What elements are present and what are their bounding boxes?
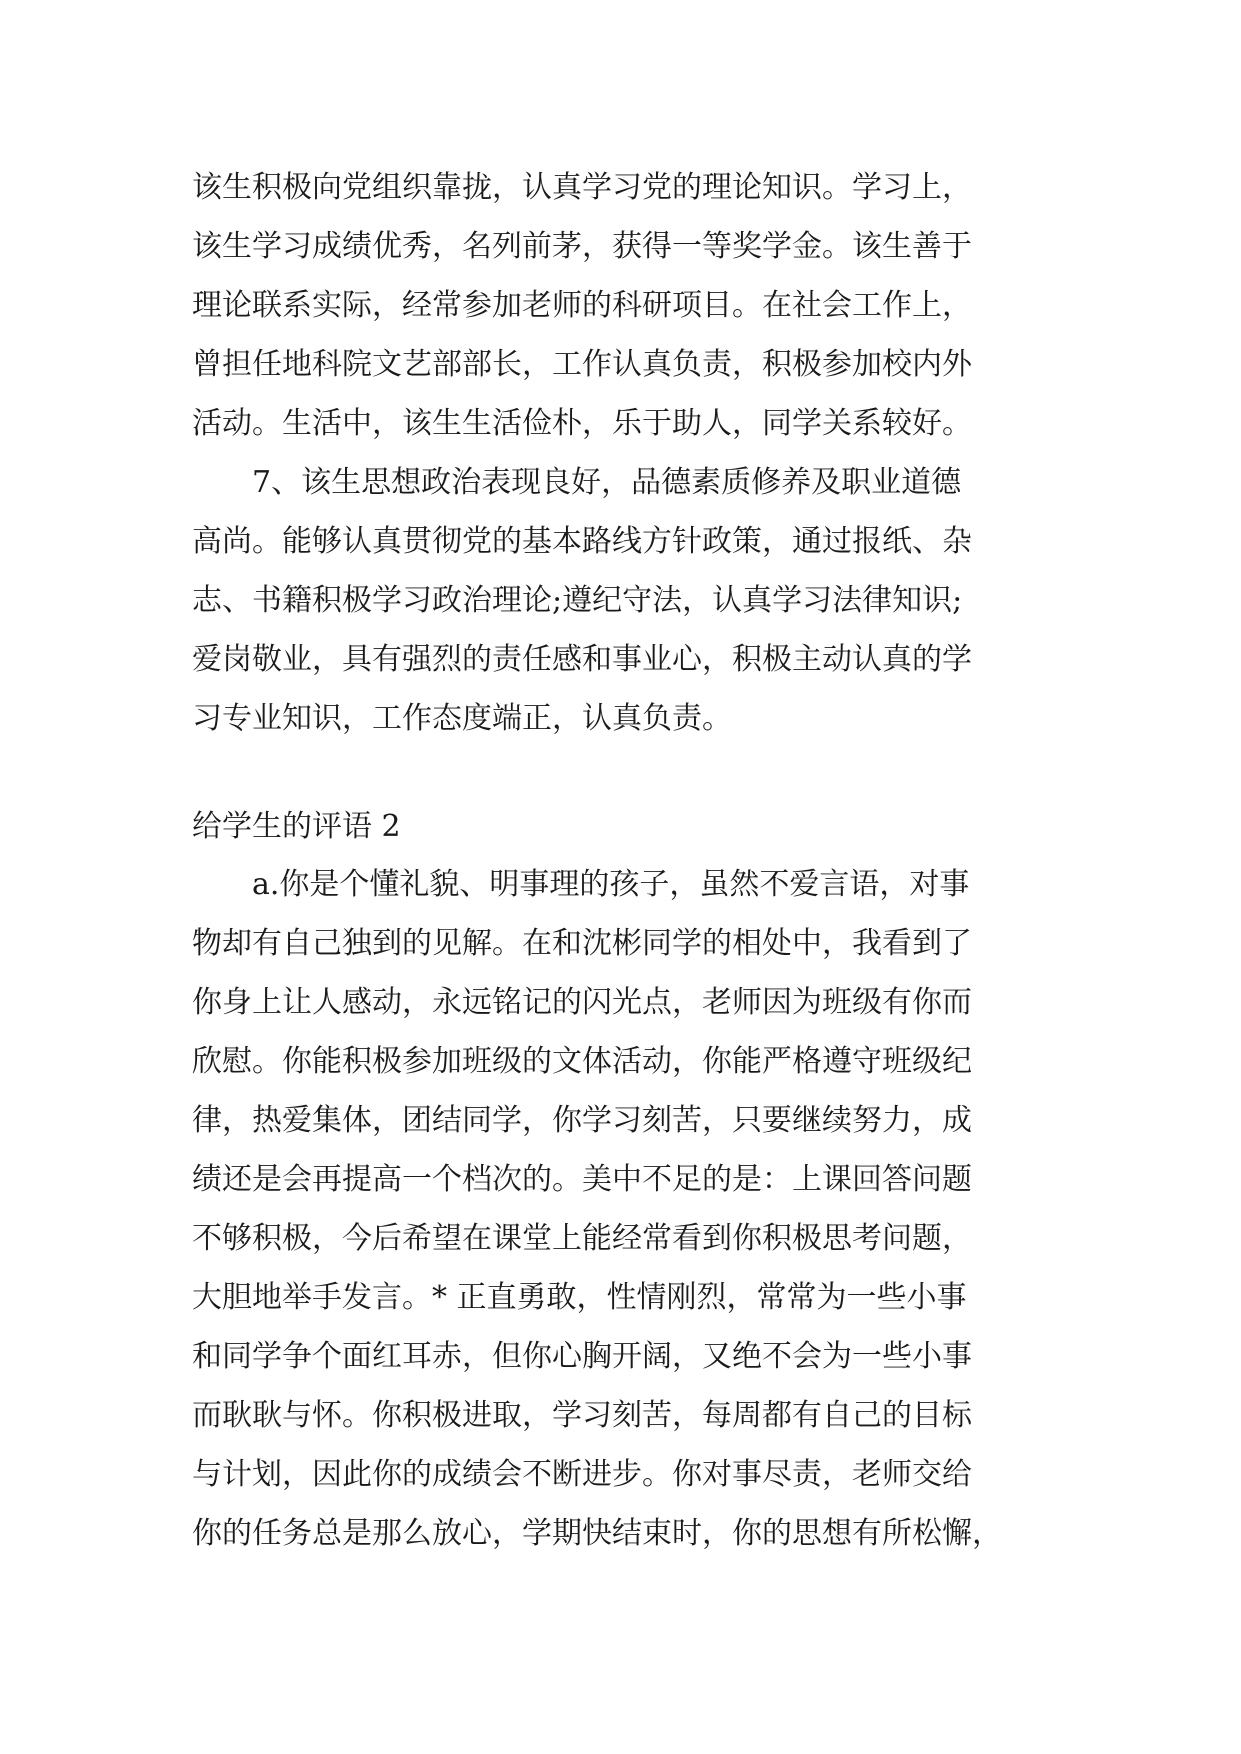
paragraph-3-line-11: 与计划，因此你的成绩会不断进步。你对事尽责，老师交给 — [192, 1457, 972, 1492]
paragraph-3-line-9: 和同学争个面红耳赤，但你心胸开阔，又绝不会为一些小事 — [192, 1339, 972, 1374]
paragraph-3-line-7: 不够积极，今后希望在课堂上能经常看到你积极思考问题， — [192, 1221, 972, 1256]
paragraph-2-line-4: 爱岗敬业，具有强烈的责任感和事业心，积极主动认真的学 — [192, 642, 972, 677]
paragraph-3-line-2: 物却有自己独到的见解。在和沈彬同学的相处中，我看到了 — [192, 926, 972, 961]
paragraph-3-line-3: 你身上让人感动，永远铭记的闪光点，老师因为班级有你而 — [192, 985, 972, 1020]
paragraph-3-line-10: 而耿耿与怀。你积极进取，学习刻苦，每周都有自己的目标 — [192, 1398, 972, 1433]
paragraph-3-line-12: 你的任务总是那么放心，学期快结束时，你的思想有所松懈， — [192, 1516, 1002, 1551]
paragraph-3-line-4: 欣慰。你能积极参加班级的文体活动，你能严格遵守班级纪 — [192, 1044, 972, 1079]
paragraph-2-line-3: 志、书籍积极学习政治理论;遵纪守法，认真学习法律知识; — [192, 583, 963, 618]
paragraph-3-line-5: 律，热爱集体，团结同学，你学习刻苦，只要继续努力，成 — [192, 1103, 972, 1138]
paragraph-3-line-6: 绩还是会再提高一个档次的。美中不足的是：上课回答问题 — [192, 1162, 972, 1197]
section-title: 给学生的评语 2 — [192, 809, 401, 844]
paragraph-1-line-3: 理论联系实际，经常参加老师的科研项目。在社会工作上， — [192, 288, 972, 323]
paragraph-1-line-5: 活动。生活中，该生生活俭朴，乐于助人，同学关系较好。 — [192, 406, 972, 441]
paragraph-2-line-5: 习专业知识，工作态度端正，认真负责。 — [192, 701, 732, 736]
paragraph-1-line-1: 该生积极向党组织靠拢，认真学习党的理论知识。学习上， — [192, 170, 972, 205]
paragraph-3-line-1: a.你是个懂礼貌、明事理的孩子，虽然不爱言语，对事 — [252, 867, 970, 902]
paragraph-3-line-8: 大胆地举手发言。* 正直勇敢，性情刚烈，常常为一些小事 — [192, 1280, 967, 1315]
paragraph-1-line-4: 曾担任地科院文艺部部长，工作认真负责，积极参加校内外 — [192, 347, 972, 382]
paragraph-2-line-1: 7、该生思想政治表现良好，品德素质修养及职业道德 — [252, 465, 962, 500]
paragraph-1-line-2: 该生学习成绩优秀，名列前茅，获得一等奖学金。该生善于 — [192, 229, 972, 264]
paragraph-2-line-2: 高尚。能够认真贯彻党的基本路线方针政策，通过报纸、杂 — [192, 524, 972, 559]
